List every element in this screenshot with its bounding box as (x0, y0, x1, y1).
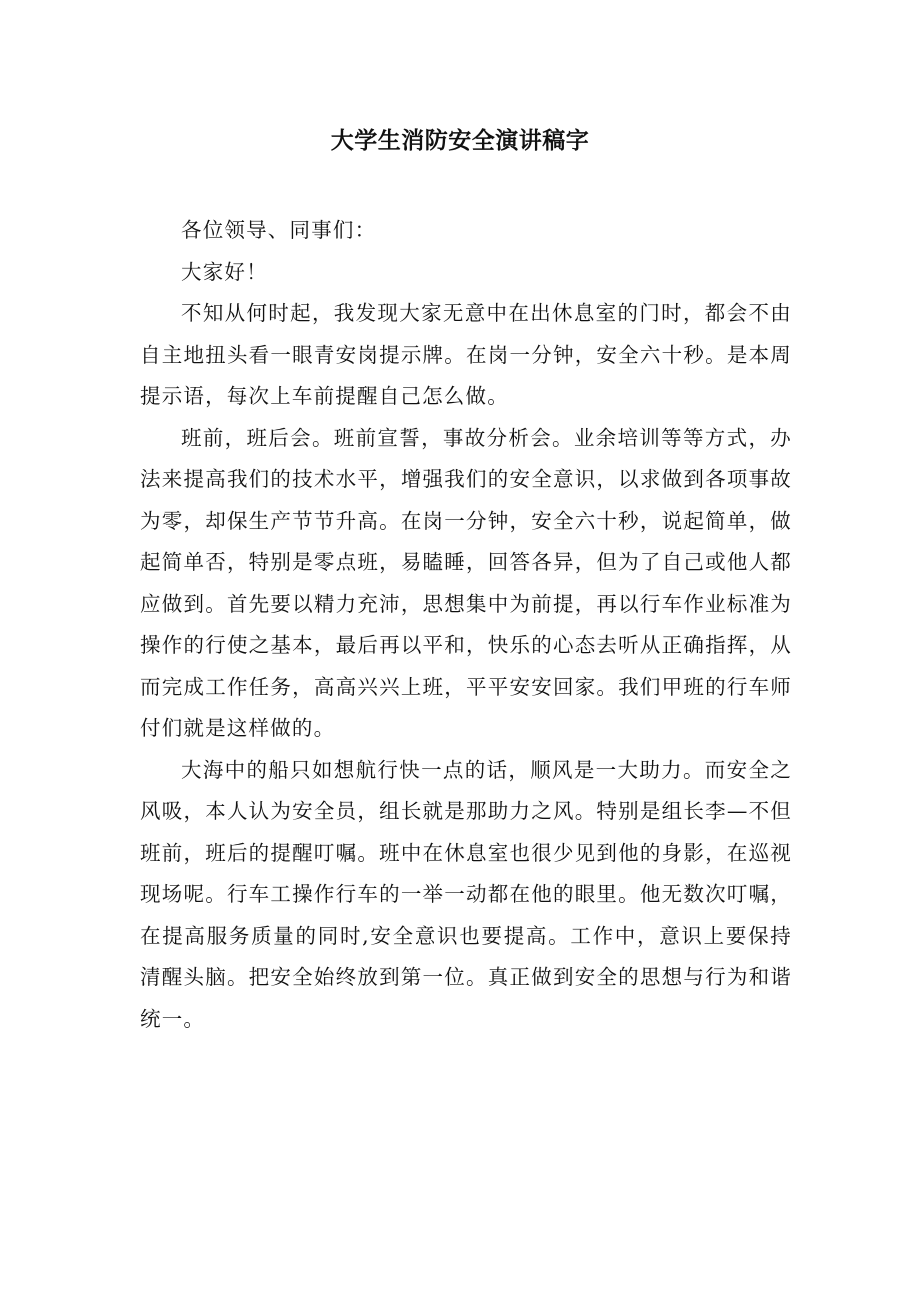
greeting: 大家好！ (181, 259, 268, 284)
salutation: 各位领导、同事们： (181, 218, 377, 242)
body-paragraph: 班前，班后会。班前宣誓，事故分析会。业余培训等等方式，办法来提高我们的技术水平，增强我们的安全意识，以求做到各项事故为零，却保生产节节升高。在岗一分钟，安全六十秒，说起简单，做起简单否，特别是零点班，易瞌睡，回答各异，但为了自己或他人都应做到。首先要以精力充沛，思想集中为前提，再以行车作业标准为操作的行使之基本，最后再以平和，快乐的心态去听从正确指挥，从而完成工作任务，高高兴兴上班，平平安安回家。我们甲班的行车师付们就是这样做的。 (140, 425, 792, 740)
document-title: 大学生消防安全演讲稿字 (330, 128, 590, 154)
body-paragraph: 大海中的船只如想航行快一点的话，顺风是一大助力。而安全之风吸，本人认为安全员，组长就是那助力之风。特别是组长李—不但班前，班后的提醒叮嘱。班中在休息室也很少见到他的身影，在巡视现场呢。行车工操作行车的一举一动都在他的眼里。他无数次叮嘱，在提高服务质量的同时,安全意识也要提高。工作中，意识上要保持清醒头脑。把安全始终放到第一位。真正做到安全的思想与行为和谐统一。 (140, 757, 792, 1031)
body-paragraph: 不知从何时起，我发现大家无意中在出休息室的门时，都会不由自主地扭头看一眼青安岗提示牌。在岗一分钟，安全六十秒。是本周提示语，每次上车前提醒自己怎么做。 (140, 301, 792, 408)
document-body (140, 210, 792, 1040)
